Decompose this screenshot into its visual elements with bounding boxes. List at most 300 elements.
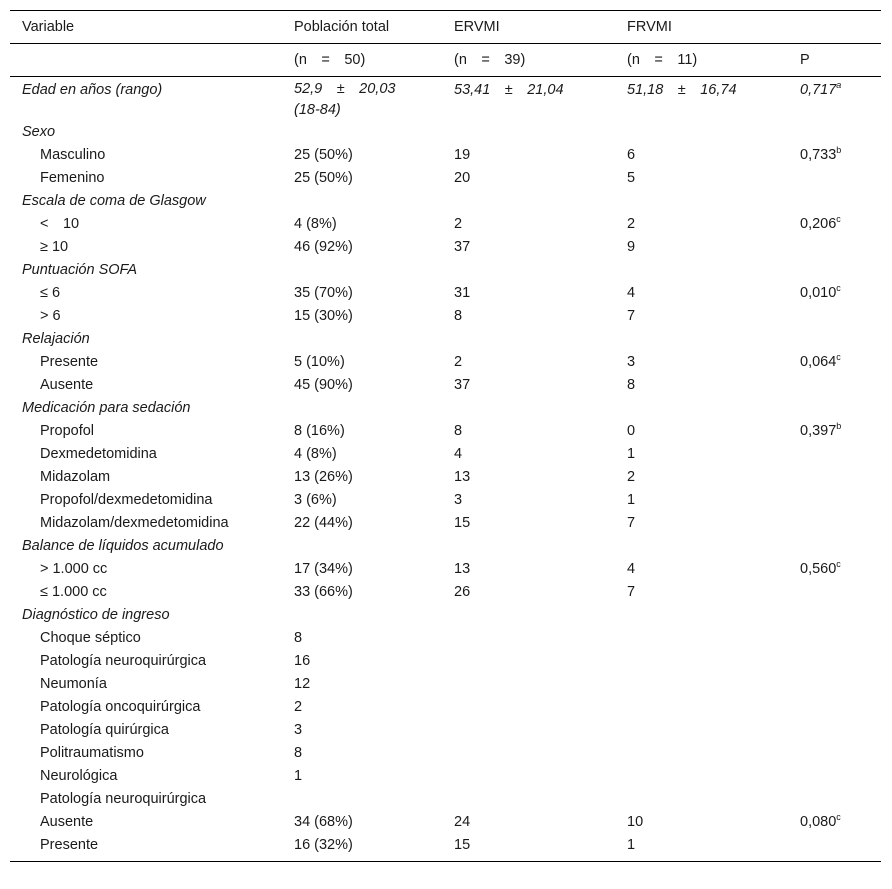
row-label [10, 788, 282, 811]
cell-ervmi [442, 351, 615, 374]
row-label [10, 190, 282, 213]
cell-ervmi [442, 167, 615, 190]
row-label [10, 650, 282, 673]
row-label [10, 466, 282, 489]
row-label [10, 213, 282, 236]
p-footnote-mark: a [836, 80, 842, 90]
row-label-text: Ausente [40, 377, 94, 393]
cell-p [788, 834, 881, 862]
table-row [10, 627, 881, 650]
cell-frvmi [615, 558, 788, 581]
row-label [10, 765, 282, 788]
group-row [10, 604, 881, 627]
cell-frvmi [615, 581, 788, 604]
cell-frvmi [615, 121, 788, 144]
cell-total-text: 15 (30%) [294, 308, 353, 324]
cell-frvmi [615, 144, 788, 167]
cell-ervmi [442, 466, 615, 489]
cell-frvmi [615, 627, 788, 650]
header-n-frvmi: (n = 11) [615, 44, 788, 77]
cell-ervmi-text: 37 [454, 239, 471, 255]
cell-total [282, 765, 442, 788]
table-row [10, 351, 881, 374]
row-label-text: Patología quirúrgica [40, 722, 169, 738]
cell-total [282, 627, 442, 650]
cell-frvmi [615, 673, 788, 696]
cell-p [788, 627, 881, 650]
cell-total [282, 190, 442, 213]
cell-frvmi [615, 788, 788, 811]
row-label-text: Edad en años (rango) [22, 82, 163, 98]
cell-total [282, 397, 442, 420]
cell-total-text: 34 (68%) [294, 814, 353, 830]
cell-frvmi [615, 213, 788, 236]
cell-ervmi [442, 489, 615, 512]
table-row [10, 673, 881, 696]
cell-frvmi-text: 7 [627, 584, 636, 600]
table-row [10, 236, 881, 259]
cell-p [788, 144, 881, 167]
table-header [10, 11, 881, 77]
cell-frvmi [615, 719, 788, 742]
cell-p [788, 77, 881, 122]
cell-total [282, 581, 442, 604]
row-label [10, 77, 282, 122]
cell-ervmi [442, 558, 615, 581]
cell-total-text: 17 (34%) [294, 561, 353, 577]
cell-p [788, 742, 881, 765]
cell-p [788, 213, 881, 236]
cell-total [282, 282, 442, 305]
row-label [10, 236, 282, 259]
table-row [10, 213, 881, 236]
cell-p-text: 0,064 [800, 354, 837, 370]
cell-frvmi [615, 397, 788, 420]
cell-p-text: 0,397 [800, 423, 837, 439]
cell-ervmi [442, 374, 615, 397]
cell-ervmi [442, 259, 615, 282]
cell-frvmi-text: 1 [627, 837, 636, 853]
cell-ervmi-text: 31 [454, 285, 471, 301]
cell-total-range: (18-84) [294, 102, 341, 118]
cell-p [788, 443, 881, 466]
table-row [10, 144, 881, 167]
row-label [10, 673, 282, 696]
header-n-blank [10, 44, 282, 77]
row-label-text: Presente [40, 837, 99, 853]
cell-p-text: 0,010 [800, 285, 837, 301]
row-label-text: ≤ 1.000 cc [40, 584, 107, 600]
cell-total [282, 604, 442, 627]
cell-total [282, 121, 442, 144]
cell-ervmi-text: 2 [454, 354, 463, 370]
cell-p [788, 351, 881, 374]
row-label-text: Midazolam/dexmedetomidina [40, 515, 229, 531]
cell-ervmi-text: 2 [454, 216, 463, 232]
cell-total-text: 8 (16%) [294, 423, 345, 439]
p-footnote-mark: c [836, 352, 841, 362]
cell-frvmi-text: 6 [627, 147, 636, 163]
cell-total [282, 374, 442, 397]
cell-p [788, 236, 881, 259]
cell-total [282, 351, 442, 374]
cell-total [282, 420, 442, 443]
row-label-text: Patología neuroquirúrgica [40, 791, 207, 807]
row-label [10, 259, 282, 282]
cell-total [282, 236, 442, 259]
cell-frvmi-text: 4 [627, 285, 636, 301]
cell-frvmi-text: 7 [627, 308, 636, 324]
row-label-text: Propofol/dexmedetomidina [40, 492, 213, 508]
cell-p-text: 0,080 [800, 814, 837, 830]
row-label-text: Ausente [40, 814, 94, 830]
cell-p [788, 696, 881, 719]
table-row [10, 512, 881, 535]
row-label [10, 627, 282, 650]
row-label-text: Escala de coma de Glasgow [22, 193, 206, 209]
cell-total-text: 5 (10%) [294, 354, 345, 370]
cell-total [282, 512, 442, 535]
cell-ervmi [442, 696, 615, 719]
cell-frvmi [615, 328, 788, 351]
cell-total [282, 696, 442, 719]
row-label-text: Neumonía [40, 676, 107, 692]
table-row [10, 305, 881, 328]
row-label [10, 397, 282, 420]
cell-ervmi [442, 213, 615, 236]
header-variable: Variable [10, 11, 282, 44]
cell-ervmi-text: 8 [454, 423, 463, 439]
table-row [10, 788, 881, 811]
cell-frvmi-text: 10 [627, 814, 644, 830]
table-row [10, 834, 881, 862]
cell-total-text: 35 (70%) [294, 285, 353, 301]
cell-frvmi-text: 5 [627, 170, 636, 186]
row-label [10, 558, 282, 581]
cell-frvmi-text: 2 [627, 469, 636, 485]
group-row [10, 121, 881, 144]
cell-total [282, 259, 442, 282]
cell-total-text: 1 [294, 768, 303, 784]
cell-p [788, 397, 881, 420]
row-label [10, 420, 282, 443]
cell-p [788, 374, 881, 397]
header-frvmi: FRVMI [615, 11, 788, 44]
header-row-1 [10, 11, 881, 44]
table-row [10, 558, 881, 581]
cell-total-text: 45 (90%) [294, 377, 353, 393]
header-row-2 [10, 44, 881, 77]
row-label-text: Patología neuroquirúrgica [40, 653, 207, 669]
table-row [10, 696, 881, 719]
cell-ervmi [442, 77, 615, 122]
cell-total [282, 77, 442, 122]
row-label-text: > 6 [40, 308, 61, 324]
cell-ervmi [442, 581, 615, 604]
row-label-text: Balance de líquidos acumulado [22, 538, 224, 554]
cell-ervmi-text: 15 [454, 837, 471, 853]
cell-frvmi [615, 811, 788, 834]
row-label-text: Midazolam [40, 469, 111, 485]
row-label [10, 305, 282, 328]
row-label-text: Presente [40, 354, 99, 370]
cell-ervmi-text: 8 [454, 308, 463, 324]
cell-p [788, 466, 881, 489]
row-label-text: Dexmedetomidina [40, 446, 157, 462]
cell-total [282, 213, 442, 236]
cell-total-text: 13 (26%) [294, 469, 353, 485]
row-label [10, 351, 282, 374]
row-label-text: < 10 [40, 216, 80, 232]
row-label-text: Diagnóstico de ingreso [22, 607, 170, 623]
cell-total-text: 3 (6%) [294, 492, 337, 508]
row-label [10, 719, 282, 742]
row-label [10, 282, 282, 305]
table-row [10, 443, 881, 466]
cell-p [788, 190, 881, 213]
cell-ervmi-text: 24 [454, 814, 471, 830]
row-label [10, 167, 282, 190]
cell-frvmi-text: 1 [627, 492, 636, 508]
p-footnote-mark: b [836, 421, 842, 431]
cell-p-text: 0,560 [800, 561, 837, 577]
cell-ervmi [442, 328, 615, 351]
cell-frvmi [615, 259, 788, 282]
row-label [10, 834, 282, 862]
cell-total-text: 25 (50%) [294, 170, 353, 186]
row-label-text: Masculino [40, 147, 106, 163]
cell-total [282, 834, 442, 862]
group-row [10, 190, 881, 213]
row-label [10, 696, 282, 719]
cell-ervmi [442, 627, 615, 650]
header-empty [788, 11, 881, 44]
cell-ervmi [442, 121, 615, 144]
cell-frvmi [615, 765, 788, 788]
row-label [10, 328, 282, 351]
cell-total-text: 16 (32%) [294, 837, 353, 853]
group-row [10, 328, 881, 351]
cell-p [788, 512, 881, 535]
group-row [10, 259, 881, 282]
cell-total-text: 22 (44%) [294, 515, 353, 531]
row-label-text: Patología oncoquirúrgica [40, 699, 201, 715]
cell-total [282, 305, 442, 328]
row-label [10, 535, 282, 558]
cell-total [282, 719, 442, 742]
row-label [10, 121, 282, 144]
cell-frvmi-text: 1 [627, 446, 636, 462]
cell-total [282, 811, 442, 834]
row-label [10, 742, 282, 765]
header-p: P [788, 44, 881, 77]
header-total: Población total [282, 11, 442, 44]
cell-p [788, 581, 881, 604]
cell-ervmi [442, 512, 615, 535]
cell-p [788, 328, 881, 351]
cell-total-text: 46 (92%) [294, 239, 353, 255]
cell-total [282, 328, 442, 351]
cell-p [788, 535, 881, 558]
cell-total-text: 4 (8%) [294, 216, 337, 232]
cell-frvmi [615, 420, 788, 443]
cell-frvmi-text: 51,18 ± 16,74 [627, 82, 737, 98]
cell-ervmi-text: 13 [454, 469, 471, 485]
cell-frvmi-text: 8 [627, 377, 636, 393]
table-row [10, 466, 881, 489]
row-label [10, 811, 282, 834]
row-label [10, 489, 282, 512]
cell-frvmi [615, 696, 788, 719]
cell-p [788, 489, 881, 512]
table-row [10, 581, 881, 604]
table-body [10, 77, 881, 862]
table-row [10, 742, 881, 765]
cell-p-text: 0,733 [800, 147, 837, 163]
cell-ervmi-text: 4 [454, 446, 463, 462]
cell-frvmi-text: 0 [627, 423, 636, 439]
table-row [10, 374, 881, 397]
cell-frvmi [615, 305, 788, 328]
cell-total-text: 4 (8%) [294, 446, 337, 462]
cell-total [282, 167, 442, 190]
cell-total [282, 144, 442, 167]
cell-total-text: 33 (66%) [294, 584, 353, 600]
cell-ervmi [442, 397, 615, 420]
cell-ervmi [442, 719, 615, 742]
cell-frvmi [615, 742, 788, 765]
cell-ervmi-text: 19 [454, 147, 471, 163]
p-footnote-mark: c [836, 214, 841, 224]
cell-frvmi [615, 650, 788, 673]
cell-frvmi [615, 834, 788, 862]
cell-total-text: 8 [294, 630, 303, 646]
cell-p-text: 0,717 [800, 82, 837, 98]
table-row [10, 282, 881, 305]
cell-frvmi [615, 190, 788, 213]
cell-total [282, 673, 442, 696]
cell-ervmi-text: 26 [454, 584, 471, 600]
cell-p [788, 673, 881, 696]
cell-p [788, 558, 881, 581]
cell-total-text: 8 [294, 745, 303, 761]
cell-total-text: 2 [294, 699, 303, 715]
cell-p [788, 788, 881, 811]
row-label-text: Relajación [22, 331, 90, 347]
row-label [10, 581, 282, 604]
row-label-text: ≥ 10 [40, 239, 69, 255]
cell-p [788, 305, 881, 328]
table-row [10, 719, 881, 742]
cell-ervmi-text: 3 [454, 492, 463, 508]
cell-p [788, 650, 881, 673]
cell-frvmi [615, 167, 788, 190]
row-label-text: Choque séptico [40, 630, 141, 646]
cell-frvmi [615, 466, 788, 489]
cell-frvmi [615, 282, 788, 305]
cell-frvmi-text: 9 [627, 239, 636, 255]
group-row [10, 77, 881, 122]
cell-ervmi [442, 305, 615, 328]
row-label-text: Neurológica [40, 768, 118, 784]
cell-ervmi [442, 535, 615, 558]
row-label-text: Puntuación SOFA [22, 262, 137, 278]
cell-ervmi-text: 15 [454, 515, 471, 531]
data-table [10, 10, 881, 862]
cell-frvmi [615, 512, 788, 535]
table-row [10, 650, 881, 673]
cell-p [788, 765, 881, 788]
table-row [10, 765, 881, 788]
cell-frvmi-text: 4 [627, 561, 636, 577]
table-row [10, 167, 881, 190]
cell-total-text: 25 (50%) [294, 147, 353, 163]
cell-p [788, 167, 881, 190]
cell-p [788, 811, 881, 834]
cell-total-text: 3 [294, 722, 303, 738]
header-ervmi: ERVMI [442, 11, 615, 44]
cell-ervmi [442, 673, 615, 696]
cell-ervmi [442, 742, 615, 765]
cell-ervmi [442, 604, 615, 627]
cell-frvmi [615, 604, 788, 627]
cell-frvmi [615, 351, 788, 374]
row-label [10, 604, 282, 627]
cell-p [788, 259, 881, 282]
row-label-text: ≤ 6 [40, 285, 61, 301]
cell-total [282, 742, 442, 765]
table-row [10, 420, 881, 443]
cell-ervmi [442, 765, 615, 788]
cell-frvmi [615, 77, 788, 122]
cell-total [282, 466, 442, 489]
row-label [10, 443, 282, 466]
p-footnote-mark: c [836, 812, 841, 822]
row-label [10, 512, 282, 535]
cell-ervmi [442, 834, 615, 862]
cell-total-text: 52,9 ± 20,03 [294, 81, 396, 97]
cell-total-text: 12 [294, 676, 311, 692]
group-row [10, 397, 881, 420]
cell-frvmi [615, 535, 788, 558]
cell-ervmi-text: 53,41 ± 21,04 [454, 82, 564, 98]
cell-total [282, 443, 442, 466]
cell-frvmi [615, 374, 788, 397]
cell-p [788, 121, 881, 144]
cell-ervmi [442, 811, 615, 834]
cell-ervmi-text: 20 [454, 170, 471, 186]
cell-p [788, 420, 881, 443]
cell-frvmi-text: 3 [627, 354, 636, 370]
cell-total [282, 535, 442, 558]
cell-total-text: 16 [294, 653, 311, 669]
p-footnote-mark: c [836, 283, 841, 293]
row-label-text: Medicación para sedación [22, 400, 191, 416]
cell-frvmi [615, 443, 788, 466]
cell-ervmi [442, 650, 615, 673]
cell-ervmi [442, 190, 615, 213]
header-n-total: (n = 50) [282, 44, 442, 77]
cell-p-text: 0,206 [800, 216, 837, 232]
cell-total [282, 558, 442, 581]
cell-total [282, 788, 442, 811]
cell-ervmi-text: 37 [454, 377, 471, 393]
cell-frvmi [615, 236, 788, 259]
cell-ervmi [442, 788, 615, 811]
row-label-text: > 1.000 cc [40, 561, 108, 577]
cell-ervmi [442, 236, 615, 259]
cell-p [788, 282, 881, 305]
